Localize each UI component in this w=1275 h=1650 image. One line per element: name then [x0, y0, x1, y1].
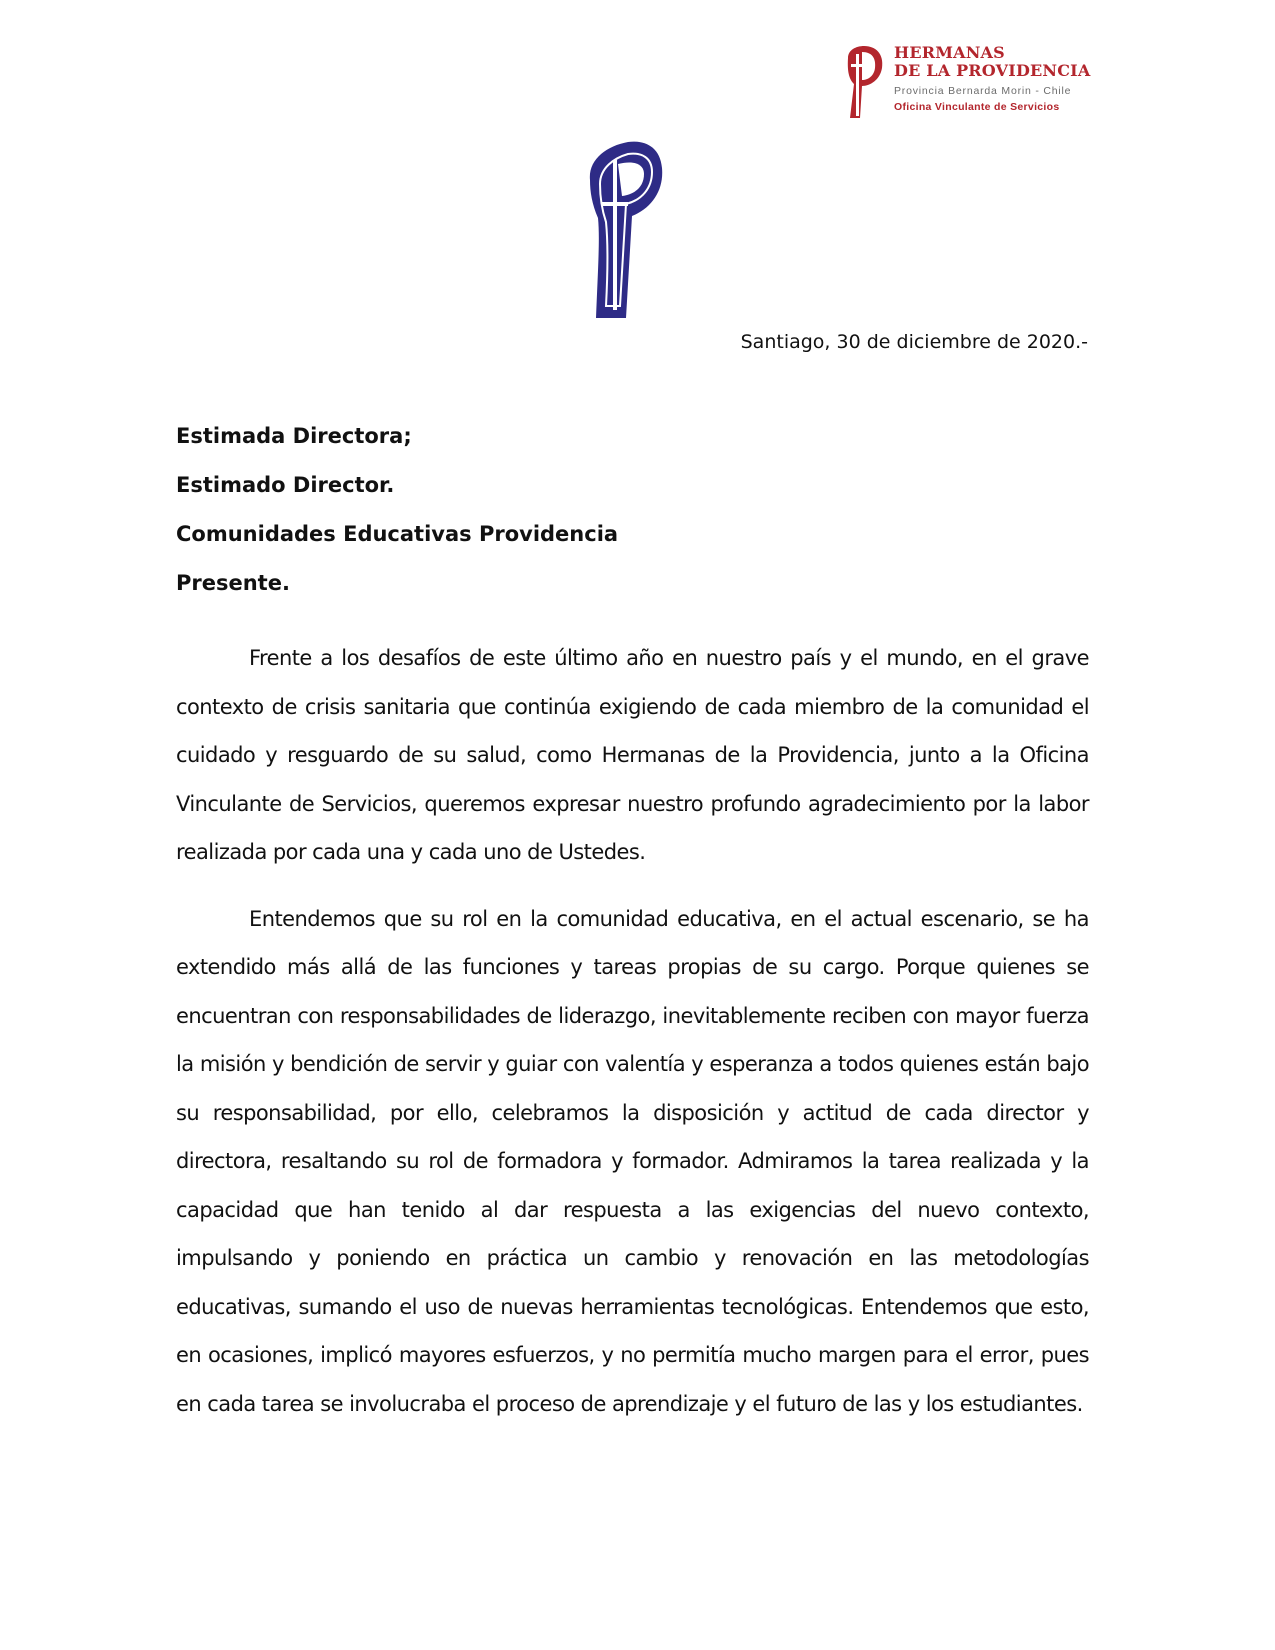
providencia-emblem-icon — [586, 138, 666, 322]
providencia-p-cross-icon — [842, 44, 886, 120]
salutation-line: Comunidades Educativas Providencia — [176, 522, 619, 546]
logo-title-line1: HERMANAS — [894, 43, 1005, 62]
logo-title-line2: DE LA PROVIDENCIA — [894, 61, 1091, 80]
body-paragraph: Entendemos que su rol en la comunidad educativa, en el actual escenario, se ha extendido más allá de las funciones y tareas propias de su cargo. Porque quienes se encuentran con responsabilidades de liderazgo, inevitablemente reciben con mayor fuerza la misión y bendición de servir y guiar con valentía y esperanza a todos quienes están bajo su responsabilidad, por ello, celebramos la disposición y actitud de cada director y directora, resaltando su rol de formadora y formador. Admiramos la tarea realizada y la capacidad que han tenido al dar respuesta a las exigencias del nuevo contexto, impulsando y poniendo en práctica un cambio y renovación en las metodologías educativas, sumando el uso de nuevas herramientas tecnológicas. Entendemos que esto, en ocasiones, implicó mayores esfuerzos, y no permitía mucho margen para el error, pues en cada tarea se involucraba el proceso de aprendizaje y el futuro de las y los estudiantes. — [176, 906, 1089, 1416]
logo-office-line: Oficina Vinculante de Servicios — [894, 101, 1060, 113]
salutation-line: Estimada Directora; — [176, 424, 412, 448]
body-paragraph: Frente a los desafíos de este último año en nuestro país y el mundo, en el grave contexto de crisis sanitaria que continúa exigiendo de cada miembro de la comunidad el cuidado y resguardo de su salud, como Hermanas de la Providencia, junto a la Oficina Vinculante de Servicios, queremos expresar nuestro profundo agradecimiento por la labor realizada por cada una y cada uno de Ustedes. — [176, 646, 1089, 864]
salutation-block — [176, 412, 976, 608]
salutation-line: Estimado Director. — [176, 473, 395, 497]
organization-logo — [842, 44, 1092, 124]
logo-province-line: Provincia Bernarda Morin - Chile — [894, 85, 1072, 97]
letter-body — [176, 634, 1089, 1446]
letter-date: Santiago, 30 de diciembre de 2020.- — [740, 331, 1088, 353]
salutation-line: Presente. — [176, 571, 290, 595]
